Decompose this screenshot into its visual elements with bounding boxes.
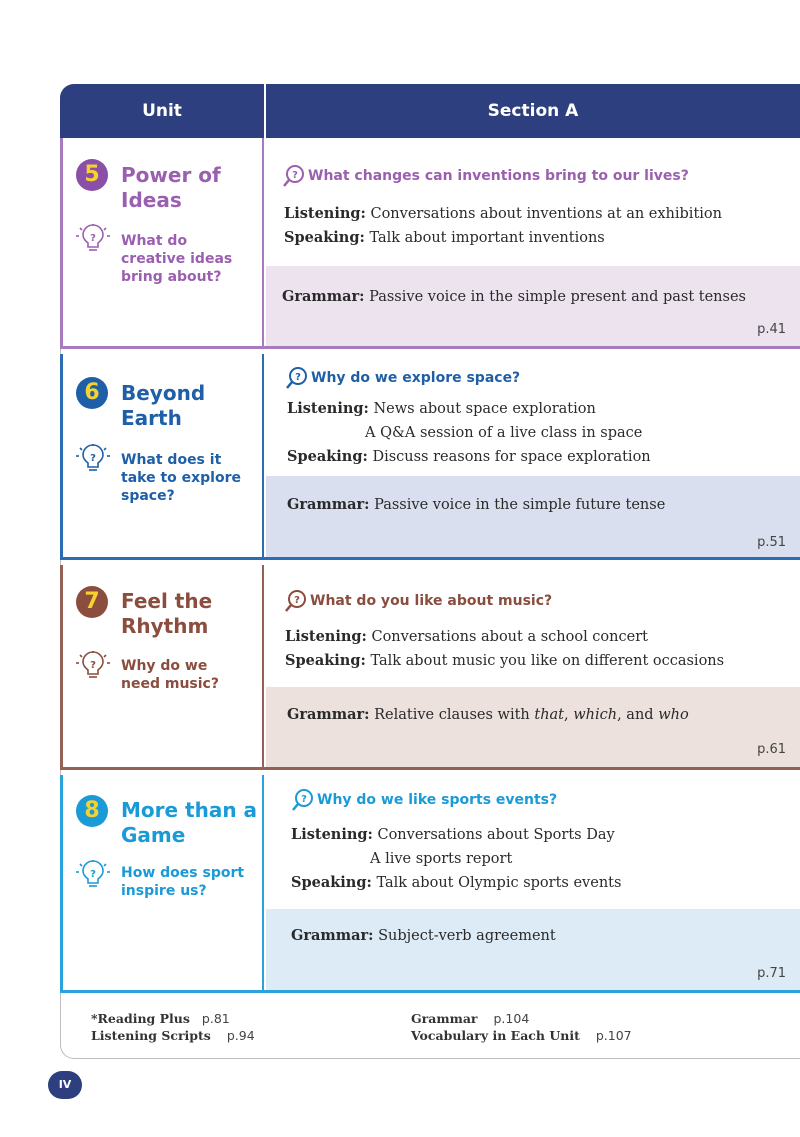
unit-number-badge: 7	[76, 586, 108, 618]
big-question: Why do we need music?	[121, 658, 219, 692]
lightbulb-icon	[76, 224, 110, 254]
svg-text:?: ?	[294, 595, 300, 606]
unit-6-row	[60, 354, 800, 560]
listening-line-2: A Q&A session of a live class in space	[365, 425, 643, 441]
question-magnifier-icon	[282, 164, 306, 188]
unit-number-badge: 6	[76, 377, 108, 409]
table-header	[60, 84, 800, 138]
svg-text:?: ?	[295, 372, 301, 383]
lightbulb-icon	[76, 651, 110, 681]
unit-5-row	[60, 138, 800, 349]
question-magnifier-icon	[285, 366, 309, 390]
speaking-line: Speaking: Talk about Olympic sports events	[291, 874, 622, 891]
grammar-line: Grammar: Passive voice in the simple present and past tenses	[282, 288, 746, 305]
unit-title: Power of Ideas	[121, 163, 221, 212]
listening-line: Listening: Conversations about a school concert	[285, 628, 648, 645]
grammar-line: Grammar: Passive voice in the simple future tense	[287, 496, 666, 513]
grammar-line: Grammar: Subject-verb agreement	[291, 927, 556, 944]
page-folio: IV	[48, 1071, 82, 1099]
page-number: p.61	[757, 742, 786, 757]
listening-line: Listening: News about space exploration	[287, 400, 596, 417]
question-magnifier-icon	[291, 788, 315, 812]
header-unit: Unit	[142, 101, 182, 121]
question-magnifier-icon	[284, 589, 308, 613]
svg-text:?: ?	[90, 869, 96, 880]
big-question: What does it take to explore space?	[121, 452, 241, 504]
page-number: p.51	[757, 535, 786, 550]
unit-title: Feel the Rhythm	[121, 589, 213, 638]
big-question: How does sport inspire us?	[121, 865, 245, 899]
unit-7-row	[60, 565, 800, 770]
svg-text:?: ?	[301, 794, 307, 805]
section-question: ? What do you like about music?	[284, 589, 552, 613]
header-section-a: Section A	[487, 101, 579, 121]
lightbulb-icon	[76, 860, 110, 890]
big-question: What do creative ideas bring about?	[121, 233, 233, 285]
reading-plus-link[interactable]: *Reading Plus	[91, 1011, 190, 1026]
unit-8-row	[60, 775, 800, 993]
grammar-link[interactable]: Grammar	[411, 1011, 478, 1026]
vocabulary-link[interactable]: Vocabulary in Each Unit	[411, 1028, 580, 1043]
footer-left: *Reading Plus p.81 Listening Scripts p.94	[91, 1011, 255, 1043]
listening-line: Listening: Conversations about Sports Day	[291, 826, 615, 843]
svg-text:?: ?	[90, 660, 96, 671]
section-question: ? Why do we like sports events?	[291, 788, 557, 812]
section-question: ? Why do we explore space?	[285, 366, 520, 390]
unit-number-badge: 8	[76, 795, 108, 827]
page-number: p.41	[757, 322, 786, 337]
footer-right: Grammar p.104 Vocabulary in Each Unit p.107	[411, 1011, 632, 1043]
unit-title: More than a Game	[121, 798, 258, 847]
section-question: ? What changes can inventions bring to our lives?	[282, 164, 689, 188]
svg-text:?: ?	[292, 170, 298, 181]
svg-text:?: ?	[90, 453, 96, 464]
speaking-line: Speaking: Talk about important inventions	[284, 229, 605, 246]
listening-line-2: A live sports report	[370, 851, 513, 867]
listening-line: Listening: Conversations about inventions at an exhibition	[284, 205, 722, 222]
unit-number-badge: 5	[76, 159, 108, 191]
grammar-line: Grammar: Relative clauses with that, which, and who	[287, 706, 689, 723]
unit-title: Beyond Earth	[121, 381, 206, 430]
speaking-line: Speaking: Talk about music you like on different occasions	[285, 652, 725, 669]
page-number: p.71	[757, 966, 786, 981]
svg-text:?: ?	[90, 233, 96, 244]
listening-scripts-link[interactable]: Listening Scripts	[91, 1028, 211, 1043]
speaking-line: Speaking: Discuss reasons for space exploration	[287, 448, 651, 465]
lightbulb-icon	[76, 444, 110, 474]
